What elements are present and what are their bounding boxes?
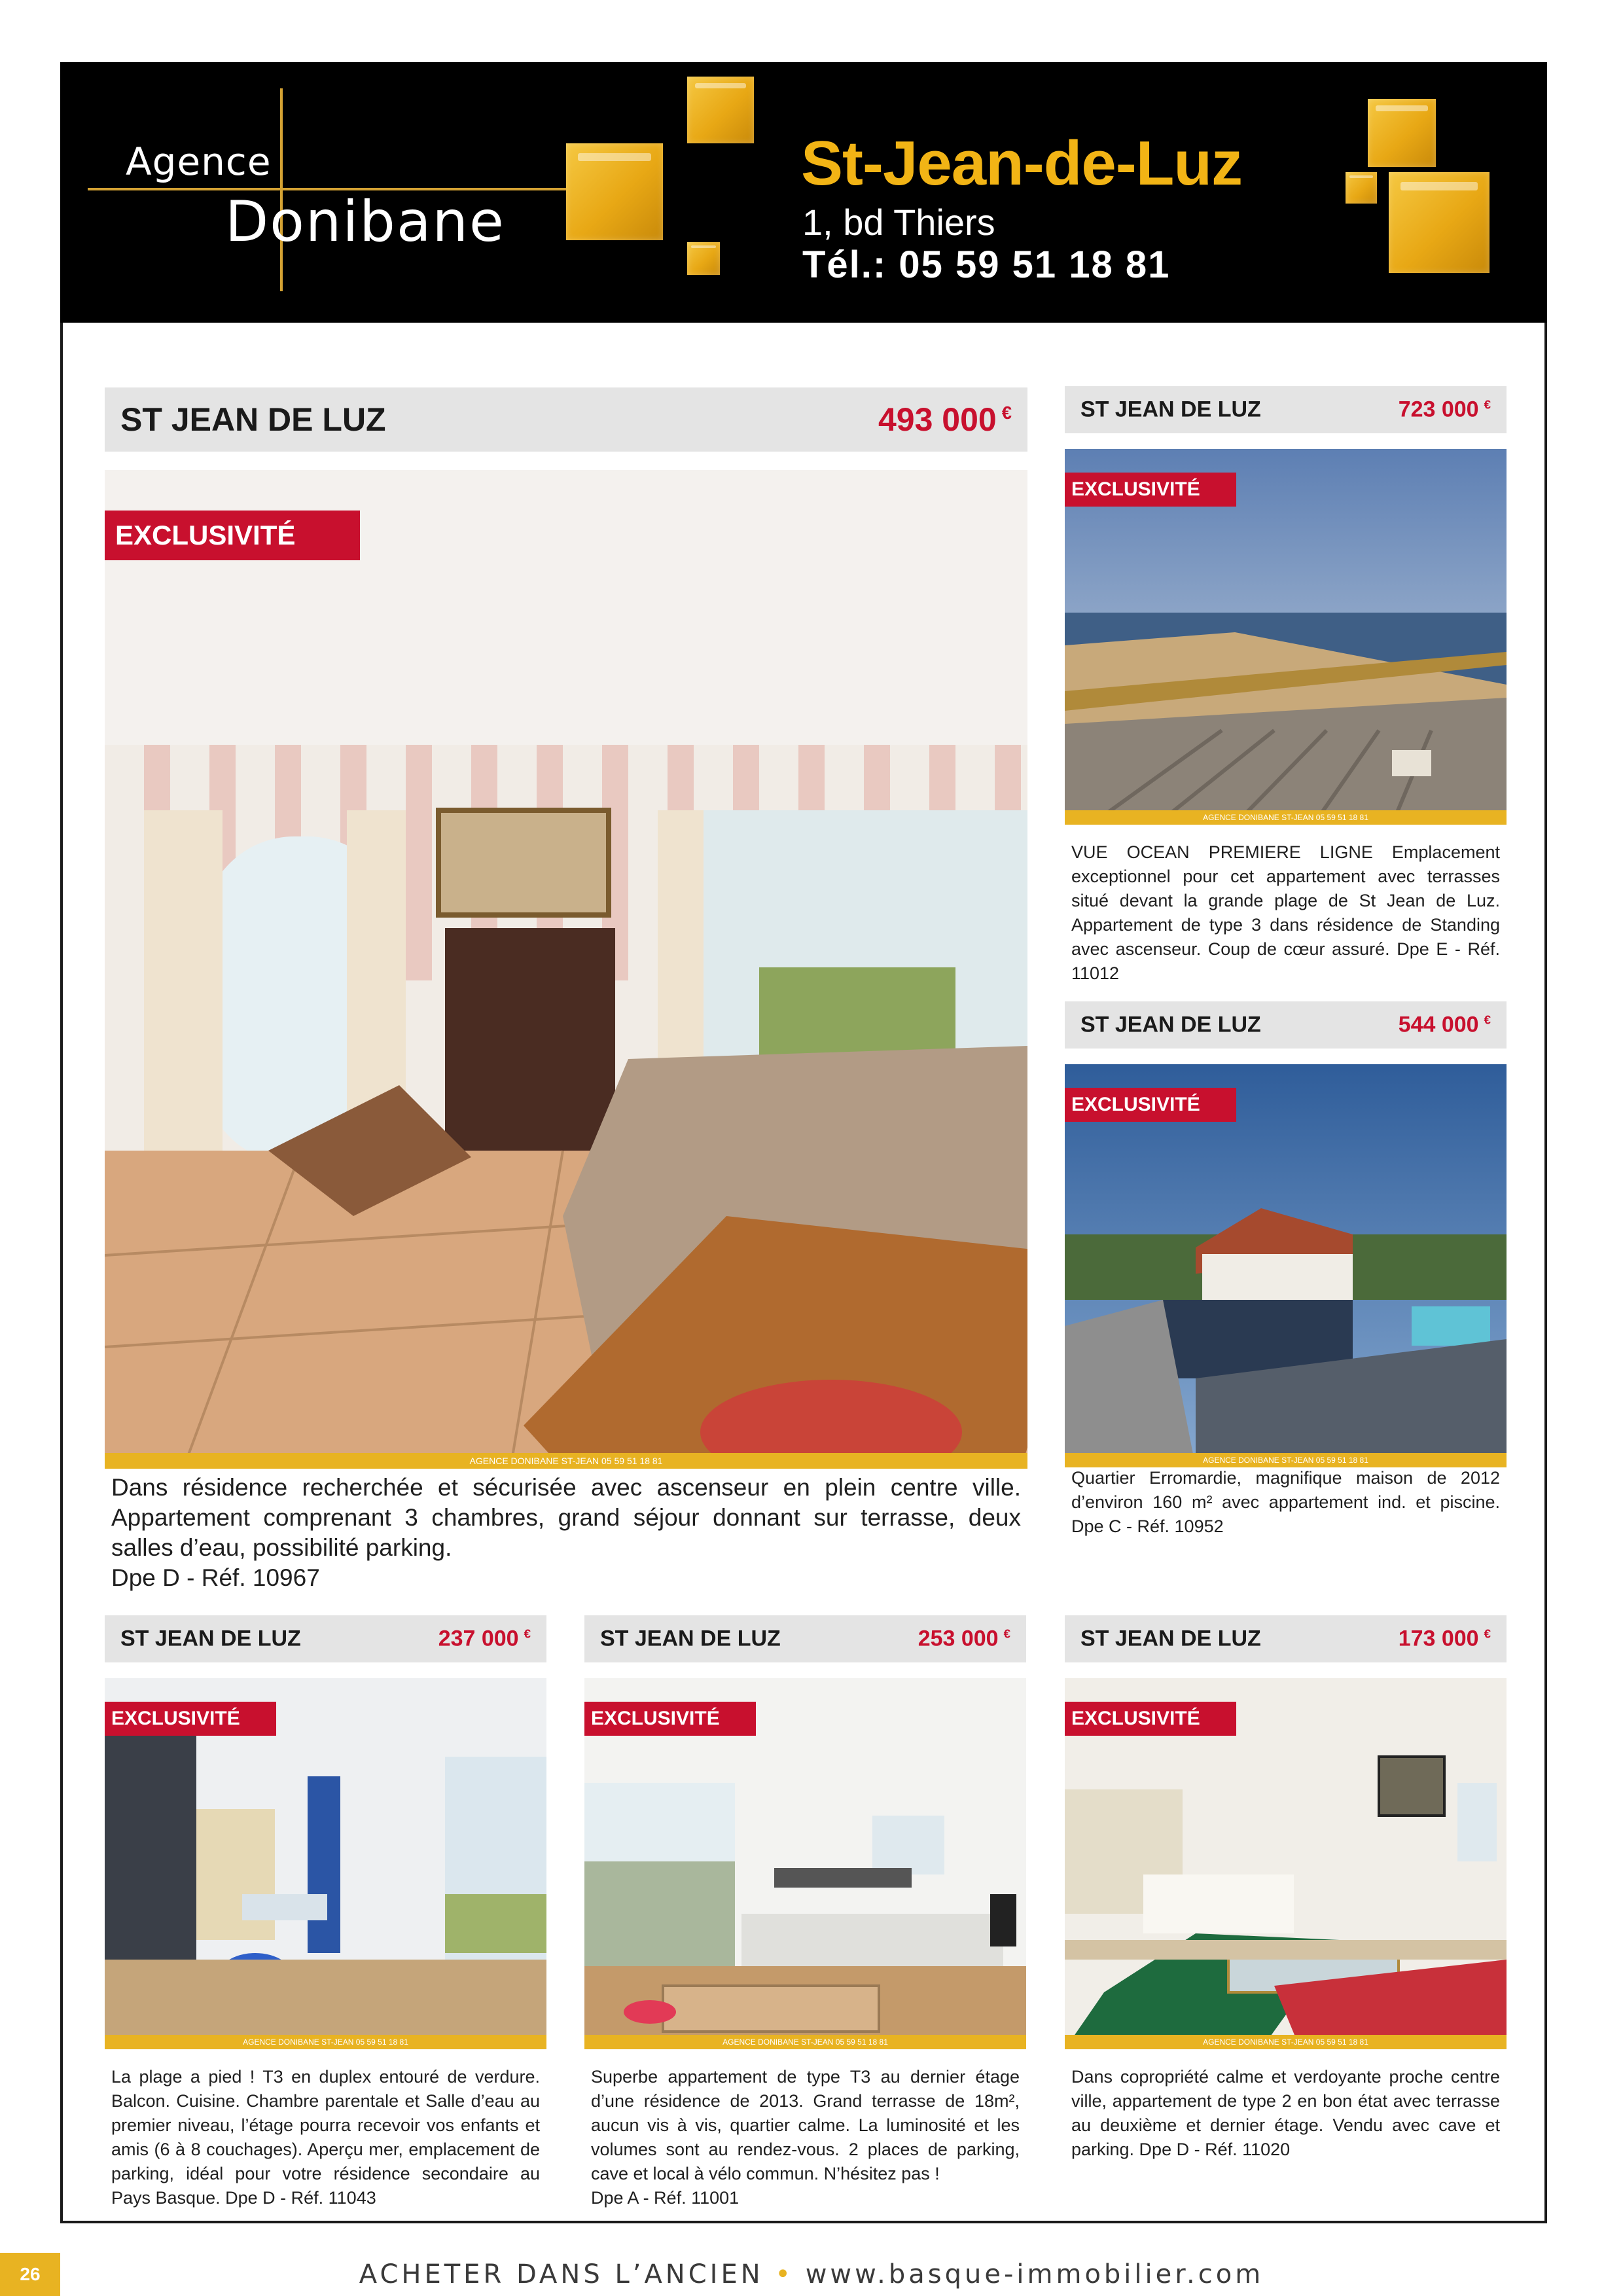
agency-city: St-Jean-de-Luz bbox=[801, 128, 1243, 198]
listing-4-photo[interactable] bbox=[105, 1678, 546, 2049]
page-footer bbox=[0, 2259, 1623, 2289]
exclusivity-badge: EXCLUSIVITÉ bbox=[105, 511, 360, 560]
exclusivity-badge: EXCLUSIVITÉ bbox=[1065, 473, 1236, 507]
page-number: 26 bbox=[0, 2253, 60, 2296]
house-with-pool-image bbox=[1065, 1064, 1507, 1467]
footer-website-link[interactable]: www.basque-immobilier.com bbox=[805, 2259, 1264, 2289]
listing-3-title-bar bbox=[1065, 1001, 1507, 1049]
footer-separator: • bbox=[775, 2259, 794, 2289]
photo-credit-caption: AGENCE DONIBANE ST-JEAN 05 59 51 18 81 bbox=[105, 2035, 546, 2049]
photo-credit-caption: AGENCE DONIBANE ST-JEAN 05 59 51 18 81 bbox=[1065, 810, 1507, 825]
listing-location: ST JEAN DE LUZ bbox=[1080, 1012, 1261, 1037]
listing-5-title-bar bbox=[584, 1615, 1026, 1662]
exclusivity-badge: EXCLUSIVITÉ bbox=[584, 1702, 756, 1736]
listing-3-description: Quartier Erromardie, magnifique maison de 2012 d’environ 160 m² avec appartement ind. et piscine. Dpe C - Réf. 10952 bbox=[1071, 1468, 1500, 1536]
listing-1-title-bar bbox=[105, 387, 1027, 452]
photo-credit-caption: AGENCE DONIBANE ST-JEAN 05 59 51 18 81 bbox=[1065, 1453, 1507, 1467]
decor-square-2 bbox=[687, 77, 754, 143]
listing-price: 253 000 € bbox=[918, 1626, 1010, 1651]
agency-phone: Tél.: 05 59 51 18 81 bbox=[802, 243, 1171, 286]
living-room-image bbox=[105, 470, 1027, 1469]
decor-square-5 bbox=[1346, 172, 1377, 204]
listing-location: ST JEAN DE LUZ bbox=[600, 1626, 781, 1651]
decor-square-4 bbox=[1368, 99, 1436, 167]
listing-location: ST JEAN DE LUZ bbox=[1080, 1626, 1261, 1651]
listing-2-description: VUE OCEAN PREMIERE LIGNE Emplacement exceptionnel pour cet appartement avec terrasses situé devant la grande plage de St Jean de Luz. Appartement de type 3 dans résidence de Standing avec ascenseur. Coup de cœur assuré. Dpe E - Réf. 11012 bbox=[1071, 842, 1500, 983]
exclusivity-badge: EXCLUSIVITÉ bbox=[1065, 1702, 1236, 1736]
agency-address: 1, bd Thiers bbox=[802, 202, 995, 243]
listing-reference: Dpe D - Réf. 10967 bbox=[111, 1564, 320, 1591]
exclusivity-badge: EXCLUSIVITÉ bbox=[105, 1702, 276, 1736]
listing-5-description bbox=[591, 2065, 1020, 2210]
listing-price: 173 000 € bbox=[1398, 1626, 1491, 1651]
listing-2-title-bar bbox=[1065, 386, 1507, 433]
photo-credit-caption: AGENCE DONIBANE ST-JEAN 05 59 51 18 81 bbox=[105, 1453, 1027, 1469]
listing-4-title-bar bbox=[105, 1615, 546, 1662]
listing-description-text: Superbe appartement de type T3 au dernier étage d’une résidence de 2013. Grand terrasse de 18m², aucun vis à vis, quartier calme. La luminosité et les volumes sont au rendez-vous. 2 places de parking, cave et local à vélo commun. N’hésitez pas ! bbox=[591, 2067, 1020, 2183]
footer-tagline: ACHETER DANS L’ANCIEN bbox=[359, 2259, 764, 2289]
agency-header bbox=[60, 62, 1547, 323]
listing-2-photo[interactable] bbox=[1065, 449, 1507, 825]
decor-square-1 bbox=[566, 143, 663, 240]
listing-6-photo[interactable] bbox=[1065, 1678, 1507, 2049]
listing-price: 493 000 € bbox=[878, 401, 1012, 438]
exclusivity-badge: EXCLUSIVITÉ bbox=[1065, 1088, 1236, 1122]
decor-square-3 bbox=[687, 242, 720, 275]
listing-description-text: Dans résidence recherchée et sécurisée avec ascenseur en plein centre ville. Appartement comprenant 3 chambres, grand séjour donnant sur terrasse, deux salles d’eau, possibilité parking. bbox=[111, 1474, 1021, 1561]
photo-credit-caption: AGENCE DONIBANE ST-JEAN 05 59 51 18 81 bbox=[584, 2035, 1026, 2049]
listing-6-title-bar bbox=[1065, 1615, 1507, 1662]
listing-3-photo[interactable] bbox=[1065, 1064, 1507, 1467]
listing-4-description: La plage a pied ! T3 en duplex entouré de verdure. Balcon. Cuisine. Chambre parentale et Salle d’eau au premier niveau, l’étage pourra recevoir vos enfants et amis (6 à 8 couchages). Aperçu mer, emplacement de parking, idéal pour votre résidence secondaire au Pays Basque. Dpe D - Réf. 11043 bbox=[111, 2067, 540, 2208]
photo-credit-caption: AGENCE DONIBANE ST-JEAN 05 59 51 18 81 bbox=[1065, 2035, 1507, 2049]
logo-agency-name: Donibane bbox=[225, 189, 505, 255]
listing-1-description bbox=[111, 1473, 1021, 1593]
decor-square-6 bbox=[1389, 172, 1489, 273]
listing-location: ST JEAN DE LUZ bbox=[120, 1626, 301, 1651]
logo-agence-text: Agence bbox=[126, 139, 272, 184]
listing-price: 544 000 € bbox=[1398, 1012, 1491, 1037]
listing-price: 723 000 € bbox=[1398, 397, 1491, 422]
listing-location: ST JEAN DE LUZ bbox=[1080, 397, 1261, 422]
listing-location: ST JEAN DE LUZ bbox=[120, 401, 386, 438]
listing-1-photo[interactable] bbox=[105, 470, 1027, 1469]
listing-reference: Dpe A - Réf. 11001 bbox=[591, 2188, 740, 2208]
listing-6-description: Dans copropriété calme et verdoyante proche centre ville, appartement de type 2 en bon état avec terrasse au deuxième et dernier étage. Vendu avec cave et parking. Dpe D - Réf. 11020 bbox=[1071, 2067, 1500, 2159]
listing-5-photo[interactable] bbox=[584, 1678, 1026, 2049]
listing-price: 237 000 € bbox=[438, 1626, 531, 1651]
